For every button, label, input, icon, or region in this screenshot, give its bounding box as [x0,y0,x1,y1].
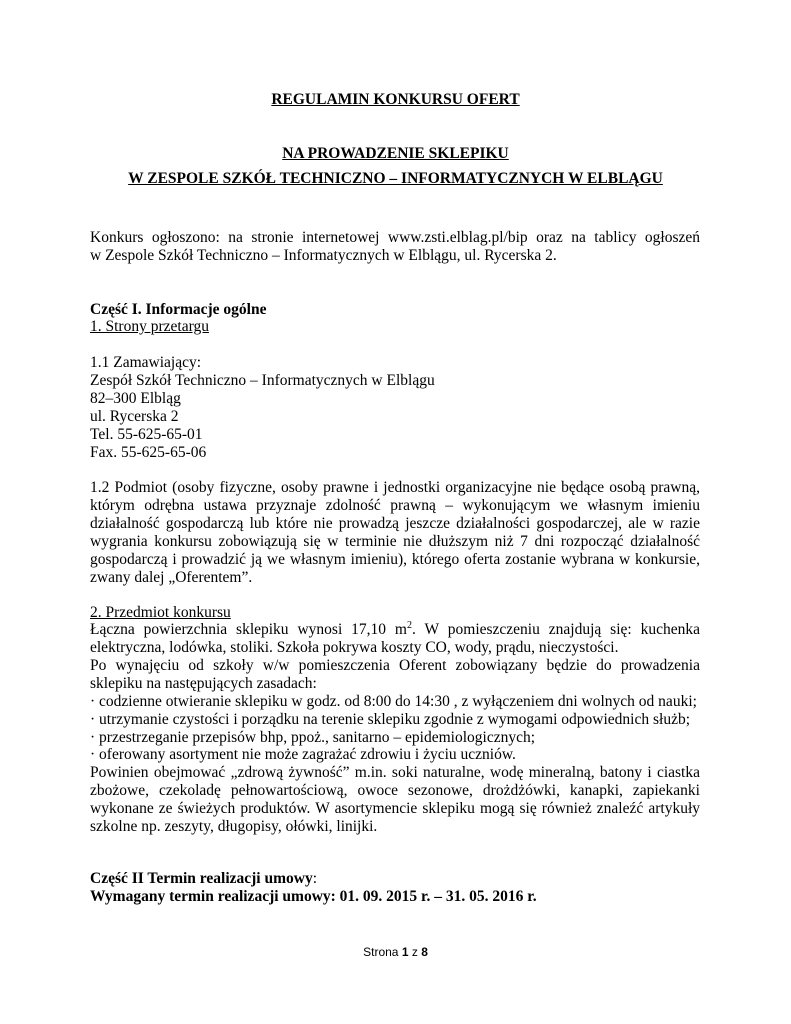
bidder-paragraph-line: gospodarczą i prowadzić ją we własnym imieniu), którego oferta zostanie wybrana w konkursie, [90,551,700,568]
orderer-fax: Fax. 55-625-65-06 [90,444,207,461]
page-number-separator: z [408,945,422,959]
assortment-line: zbożowe, czekoladę pełnowartościową, owoce sezonowe, drożdżówki, kanapki, zapiekanki [90,782,700,799]
orderer-street: ul. Rycerska 2 [90,408,179,425]
part1-subheading-subject: 2. Przedmiot konkursu [90,604,231,621]
page-number [0,945,791,959]
area-text: Łączna powierzchnia sklepiku wynosi 17,10 m [90,621,407,638]
assortment-line: Powinien obejmować „zdrową żywność” m.in. soki naturalne, wodę mineralną, batony i ciastka [90,764,700,781]
area-unit-exponent: 2 [407,619,412,631]
bidder-paragraph-line: działalność gospodarczą lub które nie prowadzą jeszcze działalności gospodarczej, ale w razie [90,515,700,532]
orderer-label: 1.1 Zamawiający: [90,354,202,371]
part1-subheading-parties: 1. Strony przetargu [90,318,209,335]
intro-line-1: Konkurs ogłoszono: na stronie internetowej www.zsti.elblag.pl/bip oraz na tablicy ogłoszeń [90,229,700,246]
document-subtitle-2: W ZESPOLE SZKÓŁ TECHNICZNO – INFORMATYCZNYCH W ELBLĄGU [128,170,663,187]
orderer-postcode: 82–300 Elbląg [90,390,181,407]
document-title: REGULAMIN KONKURSU OFERT [271,91,520,108]
part1-heading: Część I. Informacje ogólne [90,301,267,318]
rule-list-item: · przestrzeganie przepisów bhp, ppoż., sanitarno – epidemiologicznych; [90,729,536,746]
bidder-paragraph-line: 1.2 Podmiot (osoby fizyczne, osoby prawne i jednostki organizacyjne nie będące osobą prawną, [90,479,700,496]
rule-list-item: · oferowany asortyment nie może zagrażać zdrowiu i życiu uczniów. [90,746,516,763]
assortment-line: szkolne np. zeszyty, długopisy, ołówki, linijki. [90,818,378,835]
subject-line: elektryczna, lodówka, stoliki. Szkoła pokrywa koszty CO, wody, prądu, nieczystości. [90,639,619,656]
subject-line: sklepiku na następujących zasadach: [90,675,317,692]
subject-line: Po wynajęciu od szkoły w/w pomieszczenia Oferent zobowiązany będzie do prowadzenia [90,657,700,674]
document-subtitle-1: NA PROWADZENIE SKLEPIKU [282,145,509,162]
rule-list-item: · codzienne otwieranie sklepiku w godz. od 8:00 do 14:30 , z wyłączeniem dni wolnych od nauki; [90,693,697,710]
part2-heading-text: Część II Termin realizacji umowy [90,870,313,887]
page-number-current: 1 [401,945,409,959]
area-text-continued: . W pomieszczeniu znajdują się: kuchenka [412,621,700,638]
intro-line-2: w Zespole Szkół Techniczno – Informatycznych w Elblągu, ul. Rycerska 2. [90,247,557,264]
bidder-paragraph-line: którym odrębna ustawa przyznaje zdolność prawną – wykonującym we własnym imieniu [90,497,700,514]
bidder-paragraph-line: zwany dalej „Oferentem”. [90,569,253,586]
part2-heading [90,870,317,888]
area-line [90,621,700,639]
page-number-total: 8 [421,945,428,959]
page-number-prefix: Strona [363,945,402,959]
assortment-line: wykonane ze świeżych produktów. W asortymencie sklepiku mogą się również znaleźć artykuły [90,800,700,817]
orderer-name: Zespół Szkół Techniczno – Informatycznych w Elblągu [90,372,435,389]
rule-list-item: · utrzymanie czystości i porządku na terenie sklepiku zgodnie z wymogami odpowiednich służb; [90,711,691,728]
orderer-phone: Tel. 55-625-65-01 [90,426,203,443]
bidder-paragraph-line: wygrania konkursu zobowiązują się w terminie nie dłuższym niż 7 dni rozpocząć działalność [90,533,700,550]
contract-deadline: Wymagany termin realizacji umowy: 01. 09. 2015 r. – 31. 05. 2016 r. [90,888,537,905]
part2-heading-colon: : [312,870,318,887]
